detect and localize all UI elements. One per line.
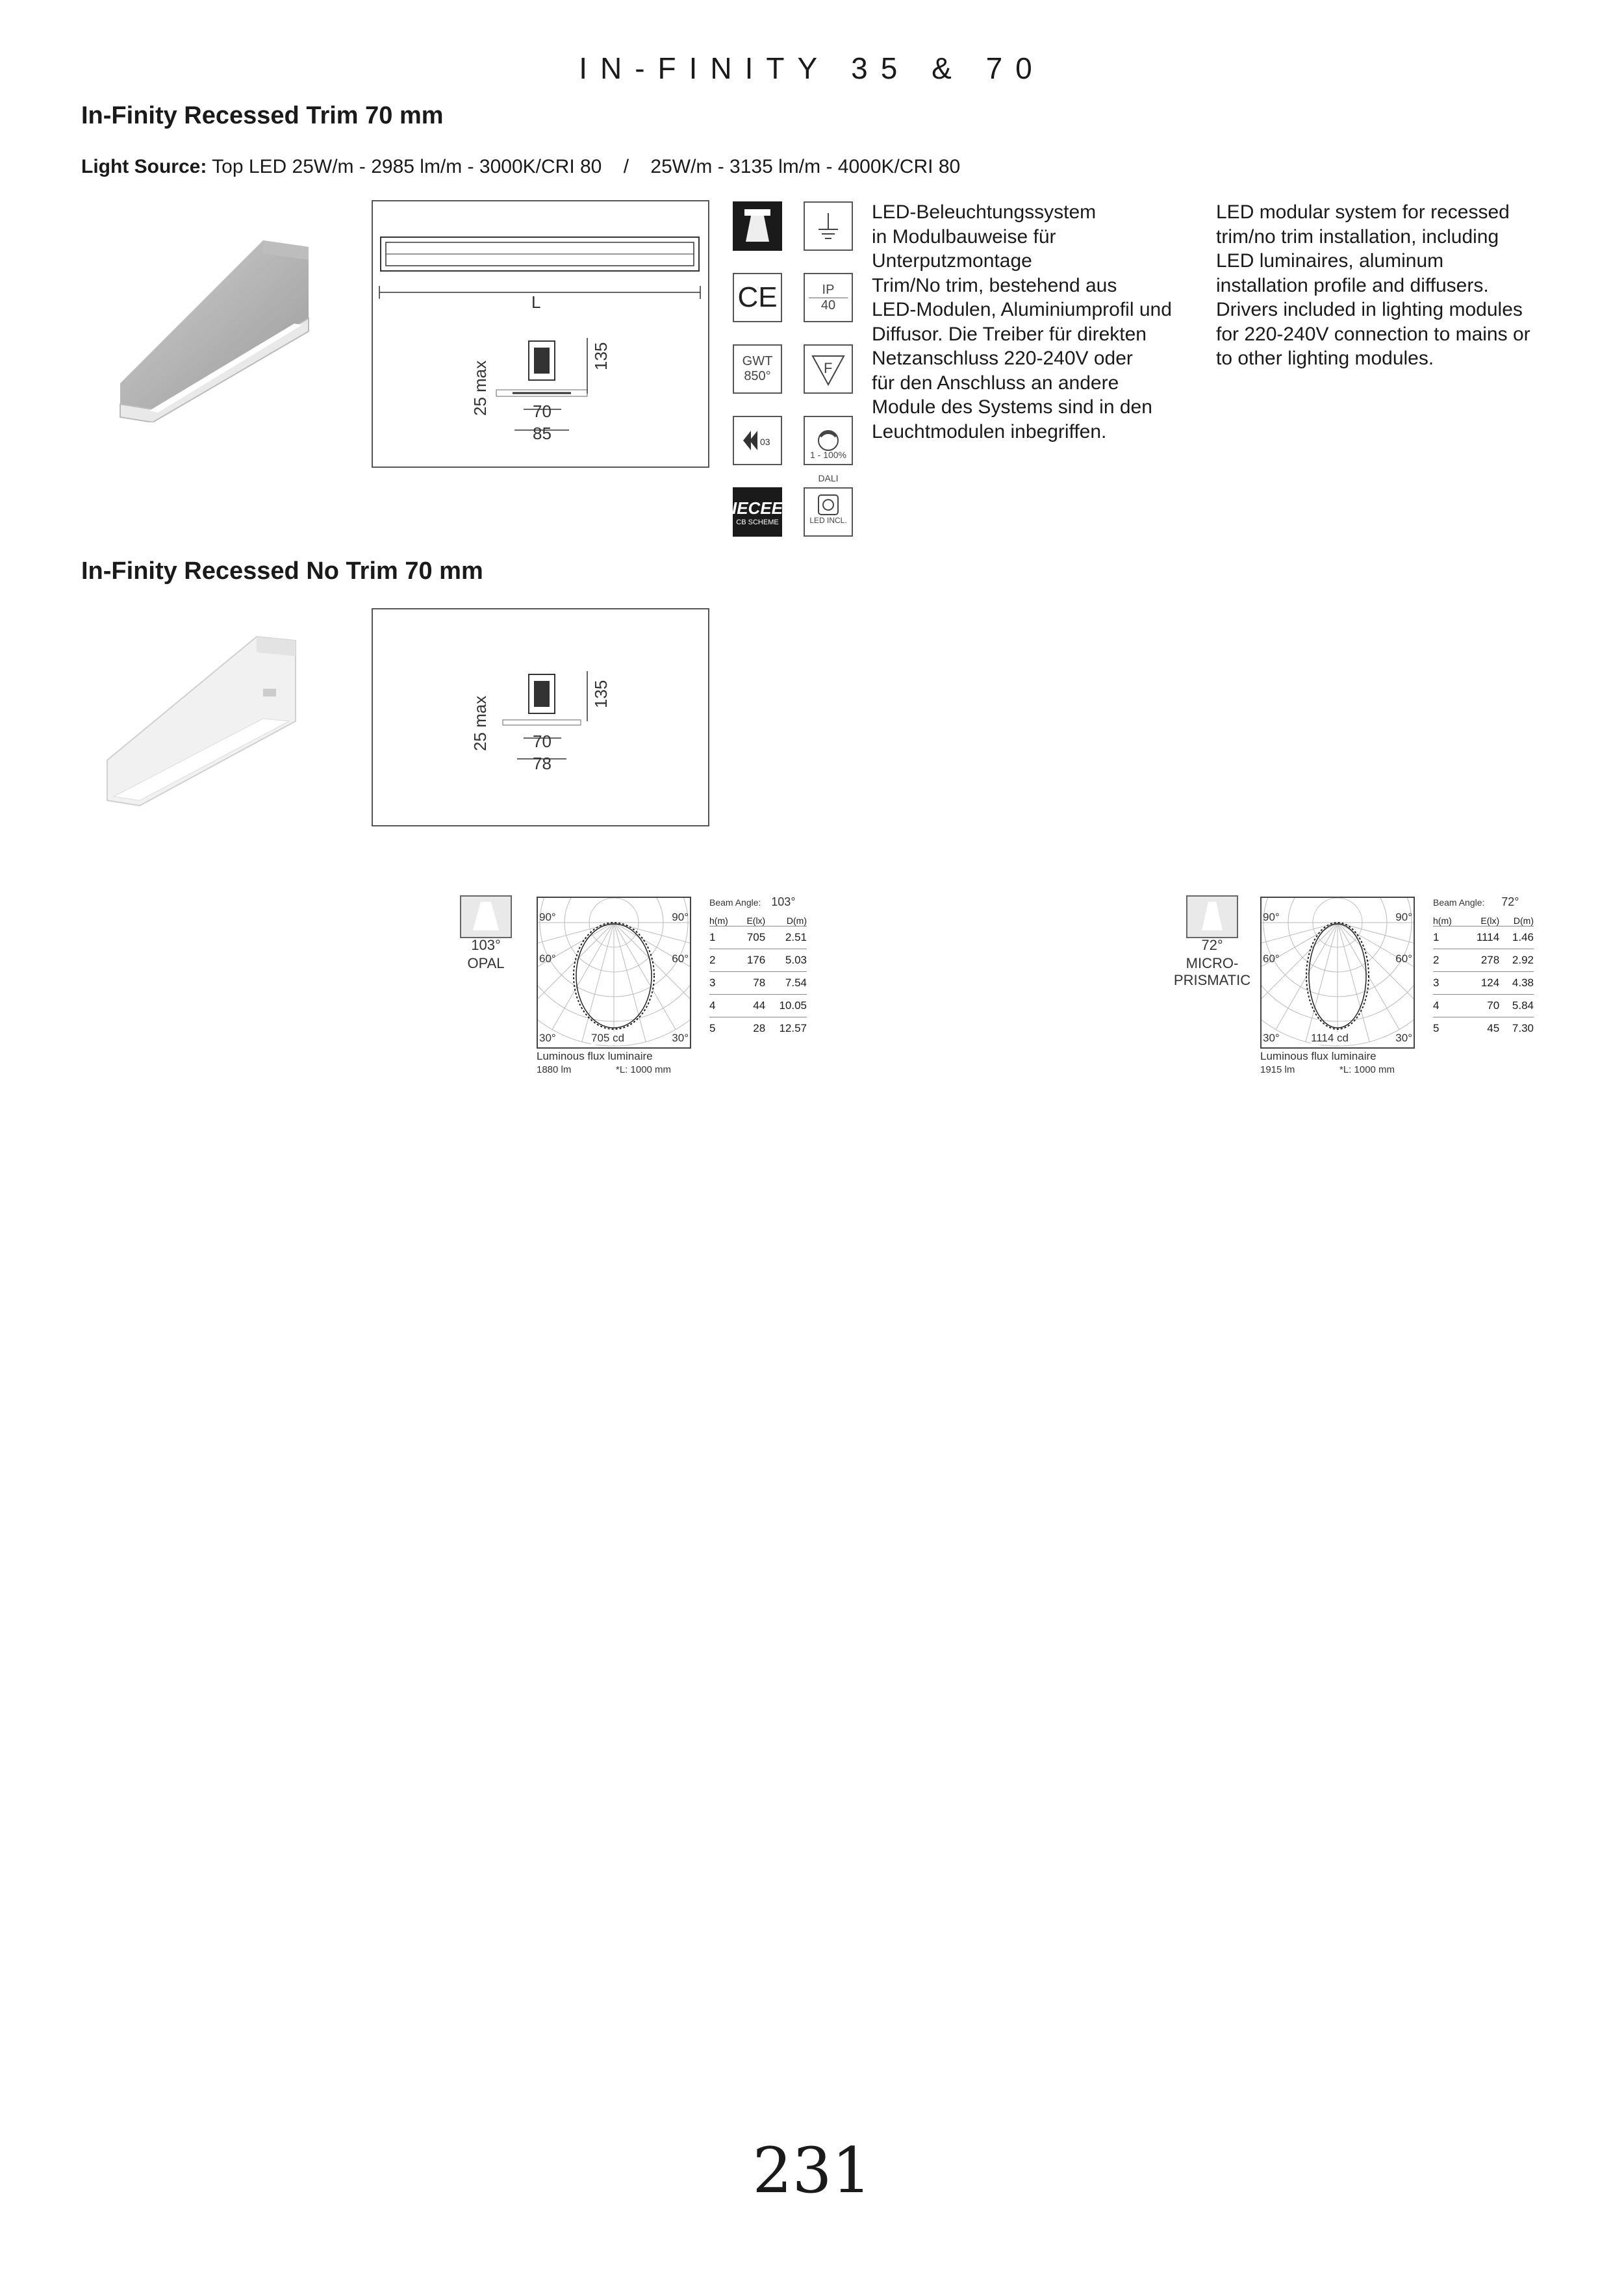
- length-note: *L: 1000 mm: [1339, 1064, 1395, 1075]
- label-30-left: 30°: [1263, 1032, 1280, 1044]
- cd-label: 705 cd: [591, 1032, 625, 1044]
- beam-angle-label: Beam Angle:: [709, 897, 761, 908]
- desc-en-line: for 220-240V connection to mains or: [1216, 323, 1530, 345]
- cell-e: 1114: [1476, 931, 1500, 943]
- desc-en-line: trim/no trim installation, including: [1216, 225, 1499, 248]
- table-row: [1433, 926, 1534, 949]
- technical-drawing-trim: [372, 200, 709, 468]
- table-row: [1433, 972, 1534, 995]
- gwt-icon: [733, 344, 782, 394]
- cell-h: 5: [1433, 1022, 1440, 1035]
- cell-h: 3: [1433, 977, 1440, 989]
- col-h: h(m): [1433, 915, 1452, 926]
- polar-spoke: [614, 923, 690, 954]
- table-header-row: [1433, 915, 1534, 926]
- dim-height: 135: [591, 680, 611, 708]
- desc-de-line: Diffusor. Die Treiber für direkten: [872, 323, 1147, 345]
- cell-h: 1: [1433, 931, 1440, 943]
- light-source-label: Light Source:: [81, 156, 207, 177]
- label-60-left: 60°: [1263, 952, 1280, 965]
- desc-de-line: Trim/No trim, bestehend aus: [872, 274, 1117, 296]
- technical-drawing-no-trim: [372, 608, 709, 826]
- table-row: [709, 949, 807, 972]
- polar-diagram-opal: [537, 897, 691, 1049]
- beam-angle-label: Beam Angle:: [1433, 897, 1485, 908]
- dim-outer: 78: [533, 754, 552, 773]
- cell-d: 12.57: [779, 1022, 807, 1035]
- energy-class-icon: [733, 416, 782, 465]
- iecee-sub: CB SCHEME: [736, 518, 779, 526]
- cell-e: 28: [753, 1022, 766, 1035]
- label-90-right: 90°: [1395, 911, 1412, 923]
- cell-h: 3: [709, 977, 716, 989]
- cell-d: 7.54: [785, 977, 807, 989]
- polar-spoke: [1262, 923, 1338, 954]
- flux-value: 1880 lm: [537, 1064, 572, 1075]
- desc-de-line: in Modulbauweise für: [872, 225, 1056, 248]
- diffuser-opal: OPAL: [467, 955, 505, 971]
- desc-de-line: LED-Beleuchtungssystem: [872, 201, 1097, 223]
- light-source-value: Top LED 25W/m - 2985 lm/m - 3000K/CRI 80 / 25W/m - 3135 lm/m - 4000K/CRI 80: [207, 156, 961, 177]
- polar-spoke: [1338, 923, 1369, 1042]
- length-note: *L: 1000 mm: [616, 1064, 672, 1075]
- cell-e: 78: [753, 977, 766, 989]
- ground-icon: [804, 201, 853, 251]
- beam-angle-header: [709, 895, 807, 909]
- cell-e: 45: [1487, 1022, 1500, 1035]
- cell-e: 705: [746, 931, 766, 943]
- product-image-trim: [114, 234, 322, 422]
- beam-angle-microprismatic: 72°: [1201, 937, 1223, 953]
- desc-en-line: LED modular system for recessed: [1216, 201, 1510, 223]
- polar-spoke: [538, 923, 614, 954]
- desc-de-line: Netzanschluss 220-240V oder: [872, 348, 1133, 369]
- desc-de-line: für den Anschluss an andere: [872, 372, 1119, 394]
- led-included-icon: [804, 487, 853, 537]
- illuminance-table: [709, 915, 807, 1040]
- dim-inner: 70: [533, 732, 552, 751]
- iecee-icon: [733, 487, 782, 537]
- led-incl-label: LED INCL.: [809, 516, 847, 525]
- diffuser-microprismatic: MICRO-: [1186, 955, 1239, 971]
- col-d: D(m): [1513, 915, 1534, 926]
- dim-max: 25 max: [470, 695, 490, 751]
- table-row: [709, 1017, 807, 1040]
- label-90-left: 90°: [1263, 911, 1280, 923]
- flux-value: 1915 lm: [1260, 1064, 1295, 1075]
- label-30-right: 30°: [1395, 1032, 1412, 1044]
- table-row: [709, 995, 807, 1017]
- beam-angle-header: [1433, 895, 1530, 909]
- energy-label: 03: [760, 437, 770, 447]
- table-row: [1433, 995, 1534, 1017]
- dim-length: L: [531, 292, 541, 312]
- product-image-no-trim: [101, 630, 309, 812]
- description-de: [872, 200, 1210, 444]
- table-row: [709, 926, 807, 949]
- cell-h: 1: [709, 931, 716, 943]
- ce-icon: CE: [733, 273, 782, 322]
- beam-angle-value: 103°: [771, 895, 796, 908]
- ip-value: 40: [809, 298, 848, 313]
- beam-icon: [733, 201, 782, 251]
- section-title-no-trim: In-Finity Recessed No Trim 70 mm: [81, 557, 483, 585]
- beam-table-microprismatic: [1433, 895, 1534, 1040]
- cell-d: 2.51: [785, 931, 807, 943]
- desc-de-line: Module des Systems sind in den: [872, 396, 1152, 418]
- polar-spoke: [614, 923, 676, 1030]
- cell-d: 5.84: [1512, 999, 1534, 1012]
- beam-angle-opal: 103°: [471, 937, 501, 953]
- col-e: E(lx): [746, 915, 766, 926]
- label-60-left: 60°: [539, 952, 556, 965]
- section-title-trim: In-Finity Recessed Trim 70 mm: [81, 102, 444, 129]
- cell-d: 4.38: [1512, 977, 1534, 989]
- dim-inner: 70: [533, 402, 552, 421]
- gwt-label: GWT: [742, 354, 773, 368]
- col-e: E(lx): [1480, 915, 1500, 926]
- beam-angle-value: 72°: [1501, 895, 1519, 908]
- label-60-right: 60°: [1395, 952, 1412, 965]
- cell-e: 176: [746, 954, 766, 966]
- label-90-left: 90°: [539, 911, 556, 923]
- cell-e: 70: [1487, 999, 1500, 1012]
- page-header: IN-FINITY 35 & 70: [579, 51, 1045, 85]
- cell-e: 124: [1480, 977, 1500, 989]
- illuminance-table: [1433, 915, 1534, 1040]
- label-90-right: 90°: [672, 911, 689, 923]
- polar-grid-microprismatic: [1262, 898, 1414, 1047]
- desc-en-line: LED luminaires, aluminum: [1216, 250, 1444, 272]
- cell-h: 2: [1433, 954, 1440, 966]
- cell-h: 2: [709, 954, 716, 966]
- desc-en-line: Drivers included in lighting modules: [1216, 299, 1523, 320]
- description-en: [1216, 200, 1580, 371]
- desc-de-line: Unterputzmontage: [872, 250, 1032, 272]
- polar-spoke: [1338, 923, 1414, 954]
- label-30-left: 30°: [539, 1032, 556, 1044]
- dim-range: 1 - 100%: [809, 450, 847, 460]
- page-number: 231: [752, 2134, 872, 2207]
- table-header-row: [709, 915, 807, 926]
- iecee-label: IECEE: [731, 498, 783, 518]
- cell-d: 5.03: [785, 954, 807, 966]
- dim-max: 25 max: [470, 360, 490, 416]
- table-row: [1433, 949, 1534, 972]
- diffuser-microprismatic-2: PRISMATIC: [1173, 972, 1251, 988]
- ip-icon: [804, 273, 853, 322]
- label-60-right: 60°: [672, 952, 689, 965]
- light-source: [81, 156, 960, 178]
- flux-label: Luminous flux luminaire: [537, 1050, 653, 1062]
- desc-de-line: LED-Modulen, Aluminiumprofil und: [872, 299, 1172, 320]
- svg-text:F: F: [824, 360, 833, 376]
- ip-label: IP: [822, 282, 835, 297]
- desc-en-line: installation profile and diffusers.: [1216, 274, 1489, 296]
- dim-height: 135: [591, 342, 611, 370]
- beam-table-opal: [709, 895, 807, 1040]
- cell-d: 2.92: [1512, 954, 1534, 966]
- desc-en-line: to other lighting modules.: [1216, 348, 1434, 369]
- table-row: [1433, 1017, 1534, 1040]
- label-30-right: 30°: [672, 1032, 689, 1044]
- polar-spoke: [1306, 923, 1338, 1042]
- cell-e: 44: [753, 999, 766, 1012]
- col-h: h(m): [709, 915, 728, 926]
- beam-icon-opal: [460, 895, 512, 938]
- cell-d: 1.46: [1512, 931, 1534, 943]
- cd-label: 1114 cd: [1311, 1032, 1349, 1044]
- beam-icon-microprismatic: [1186, 895, 1238, 938]
- col-d: D(m): [786, 915, 807, 926]
- polar-spoke: [1276, 923, 1338, 1030]
- cell-d: 10.05: [779, 999, 807, 1012]
- flux-label: Luminous flux luminaire: [1260, 1050, 1377, 1062]
- polar-diagram-microprismatic: [1260, 897, 1415, 1049]
- polar-grid-opal: [538, 898, 690, 1047]
- dali-label: DALI: [818, 473, 839, 483]
- cell-d: 7.30: [1512, 1022, 1534, 1035]
- cell-h: 5: [709, 1022, 716, 1035]
- table-row: [709, 972, 807, 995]
- dim-outer: 85: [533, 424, 552, 443]
- gwt-value: 850°: [744, 369, 771, 383]
- cell-h: 4: [1433, 999, 1440, 1012]
- cell-h: 4: [709, 999, 716, 1012]
- cell-e: 278: [1480, 954, 1500, 966]
- desc-de-line: Leuchtmodulen inbegriffen.: [872, 420, 1107, 442]
- polar-spoke: [552, 923, 614, 1030]
- f-mark-icon: [804, 344, 853, 394]
